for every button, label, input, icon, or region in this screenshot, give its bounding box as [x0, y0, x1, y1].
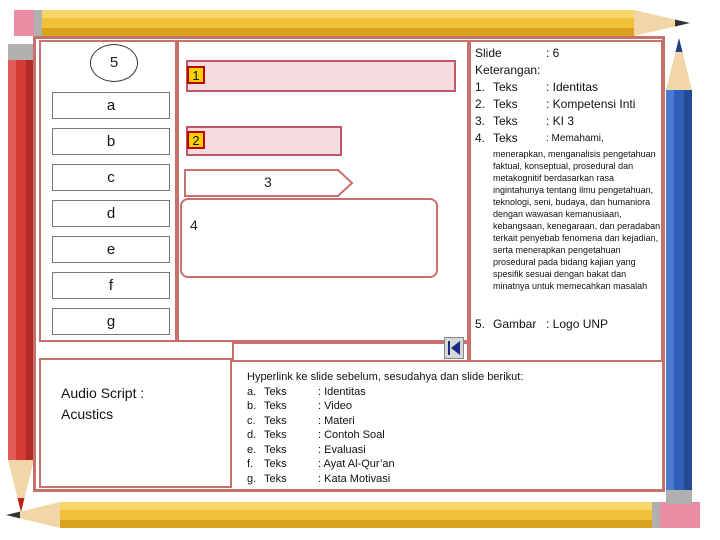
left-pencil-icon: [8, 44, 34, 512]
menu-button-a[interactable]: a: [52, 92, 170, 119]
callout-number-3: 3: [264, 174, 272, 190]
back-button[interactable]: [444, 337, 464, 359]
list-letter: d.: [247, 429, 257, 441]
list-item: [247, 472, 523, 487]
item-number: 4.: [475, 131, 486, 145]
keterangan-label: Keterangan:: [475, 63, 541, 77]
item-key: Teks: [493, 80, 518, 94]
hyperlink-list: [247, 370, 523, 486]
competency-text-box: [186, 126, 342, 156]
list-key: Teks: [264, 472, 287, 485]
list-value: : Video: [318, 400, 353, 412]
slide-label: Slide: [475, 46, 502, 60]
list-key: Teks: [264, 385, 287, 398]
audio-script-label: Audio Script :: [61, 385, 145, 401]
list-value: : Materi: [318, 414, 355, 427]
item-value: : Logo UNP: [546, 317, 609, 331]
callout-number-4: 4: [190, 217, 198, 233]
callout-number-1: 1: [187, 66, 205, 84]
item-value: : Kompetensi Inti: [546, 97, 636, 111]
list-value: : Contoh Soal: [318, 429, 385, 441]
menu-button-c[interactable]: c: [52, 164, 170, 191]
list-key: Teks: [264, 443, 287, 456]
list-letter: f.: [247, 458, 254, 470]
item-key: Teks: [493, 114, 518, 128]
callout-number-2: 2: [187, 131, 205, 149]
top-pencil-icon: [14, 10, 690, 36]
list-letter: a.: [247, 385, 257, 398]
list-item: [247, 414, 523, 429]
menu-button-b[interactable]: b: [52, 128, 170, 155]
item-number: 3.: [475, 114, 486, 128]
item-value: : KI 3: [546, 114, 575, 128]
item4-description: menerapkan, menganalisis pengetahuan faktual, konseptual, prosedural dan metakognitif berdasarkan rasa ingintahunya tentang ilmu pengetahuan, teknologi, seni, budaya, dan humaniora dengan wawasan kemanusiaan, kebangsaan, kenegaraan, dan peradaban terkait penyebab fenomena dan kejadian, serta menerapkan pengetahuan prosedural pada bidang kajian yang spesifik sesuai dengan bakat dan minatnya untuk memecahkan masalah: [493, 149, 661, 291]
list-value: : Ayat Al-Qur’an: [318, 458, 395, 470]
item-value: : Memahami,: [546, 133, 604, 144]
list-item: [247, 457, 523, 472]
list-value: : Identitas: [318, 385, 366, 398]
right-pencil-icon: [666, 38, 692, 504]
list-value: : Evaluasi: [318, 443, 366, 456]
item-number: 5.: [475, 317, 486, 331]
bottom-pencil-icon: [6, 502, 700, 528]
hyperlink-intro: Hyperlink ke slide sebelum, sesudahya dan slide berikut:: [247, 371, 524, 383]
list-item: [247, 399, 523, 414]
item-value: : Identitas: [546, 80, 599, 94]
audio-script-value: Acustics: [61, 406, 114, 422]
audio-script: [61, 383, 144, 425]
list-item: [247, 428, 523, 443]
identity-text-box: [186, 60, 456, 92]
list-key: Teks: [264, 400, 287, 412]
slide-number-circle: 5: [90, 44, 138, 82]
menu-button-f[interactable]: f: [52, 272, 170, 299]
item-number: 2.: [475, 97, 486, 111]
description-text-box: [180, 198, 438, 278]
list-key: Teks: [264, 429, 287, 441]
list-letter: b.: [247, 400, 257, 412]
item-number: 1.: [475, 80, 486, 94]
item-key: Teks: [493, 97, 518, 111]
navigation-panel: [232, 342, 469, 362]
list-key: Teks: [264, 414, 287, 427]
list-item: [247, 443, 523, 458]
list-letter: c.: [247, 414, 256, 427]
list-letter: g.: [247, 472, 257, 485]
menu-button-g[interactable]: g: [52, 308, 170, 335]
list-item: [247, 385, 523, 400]
back-arrow-icon: [445, 338, 463, 358]
menu-button-d[interactable]: d: [52, 200, 170, 227]
list-key: Teks: [264, 458, 287, 470]
list-letter: e.: [247, 443, 257, 456]
item-key: Gambar: [493, 317, 537, 331]
slide-value: : 6: [546, 46, 560, 60]
item-key: Teks: [493, 131, 518, 145]
menu-button-e[interactable]: e: [52, 236, 170, 263]
list-value: : Kata Motivasi: [318, 472, 391, 485]
